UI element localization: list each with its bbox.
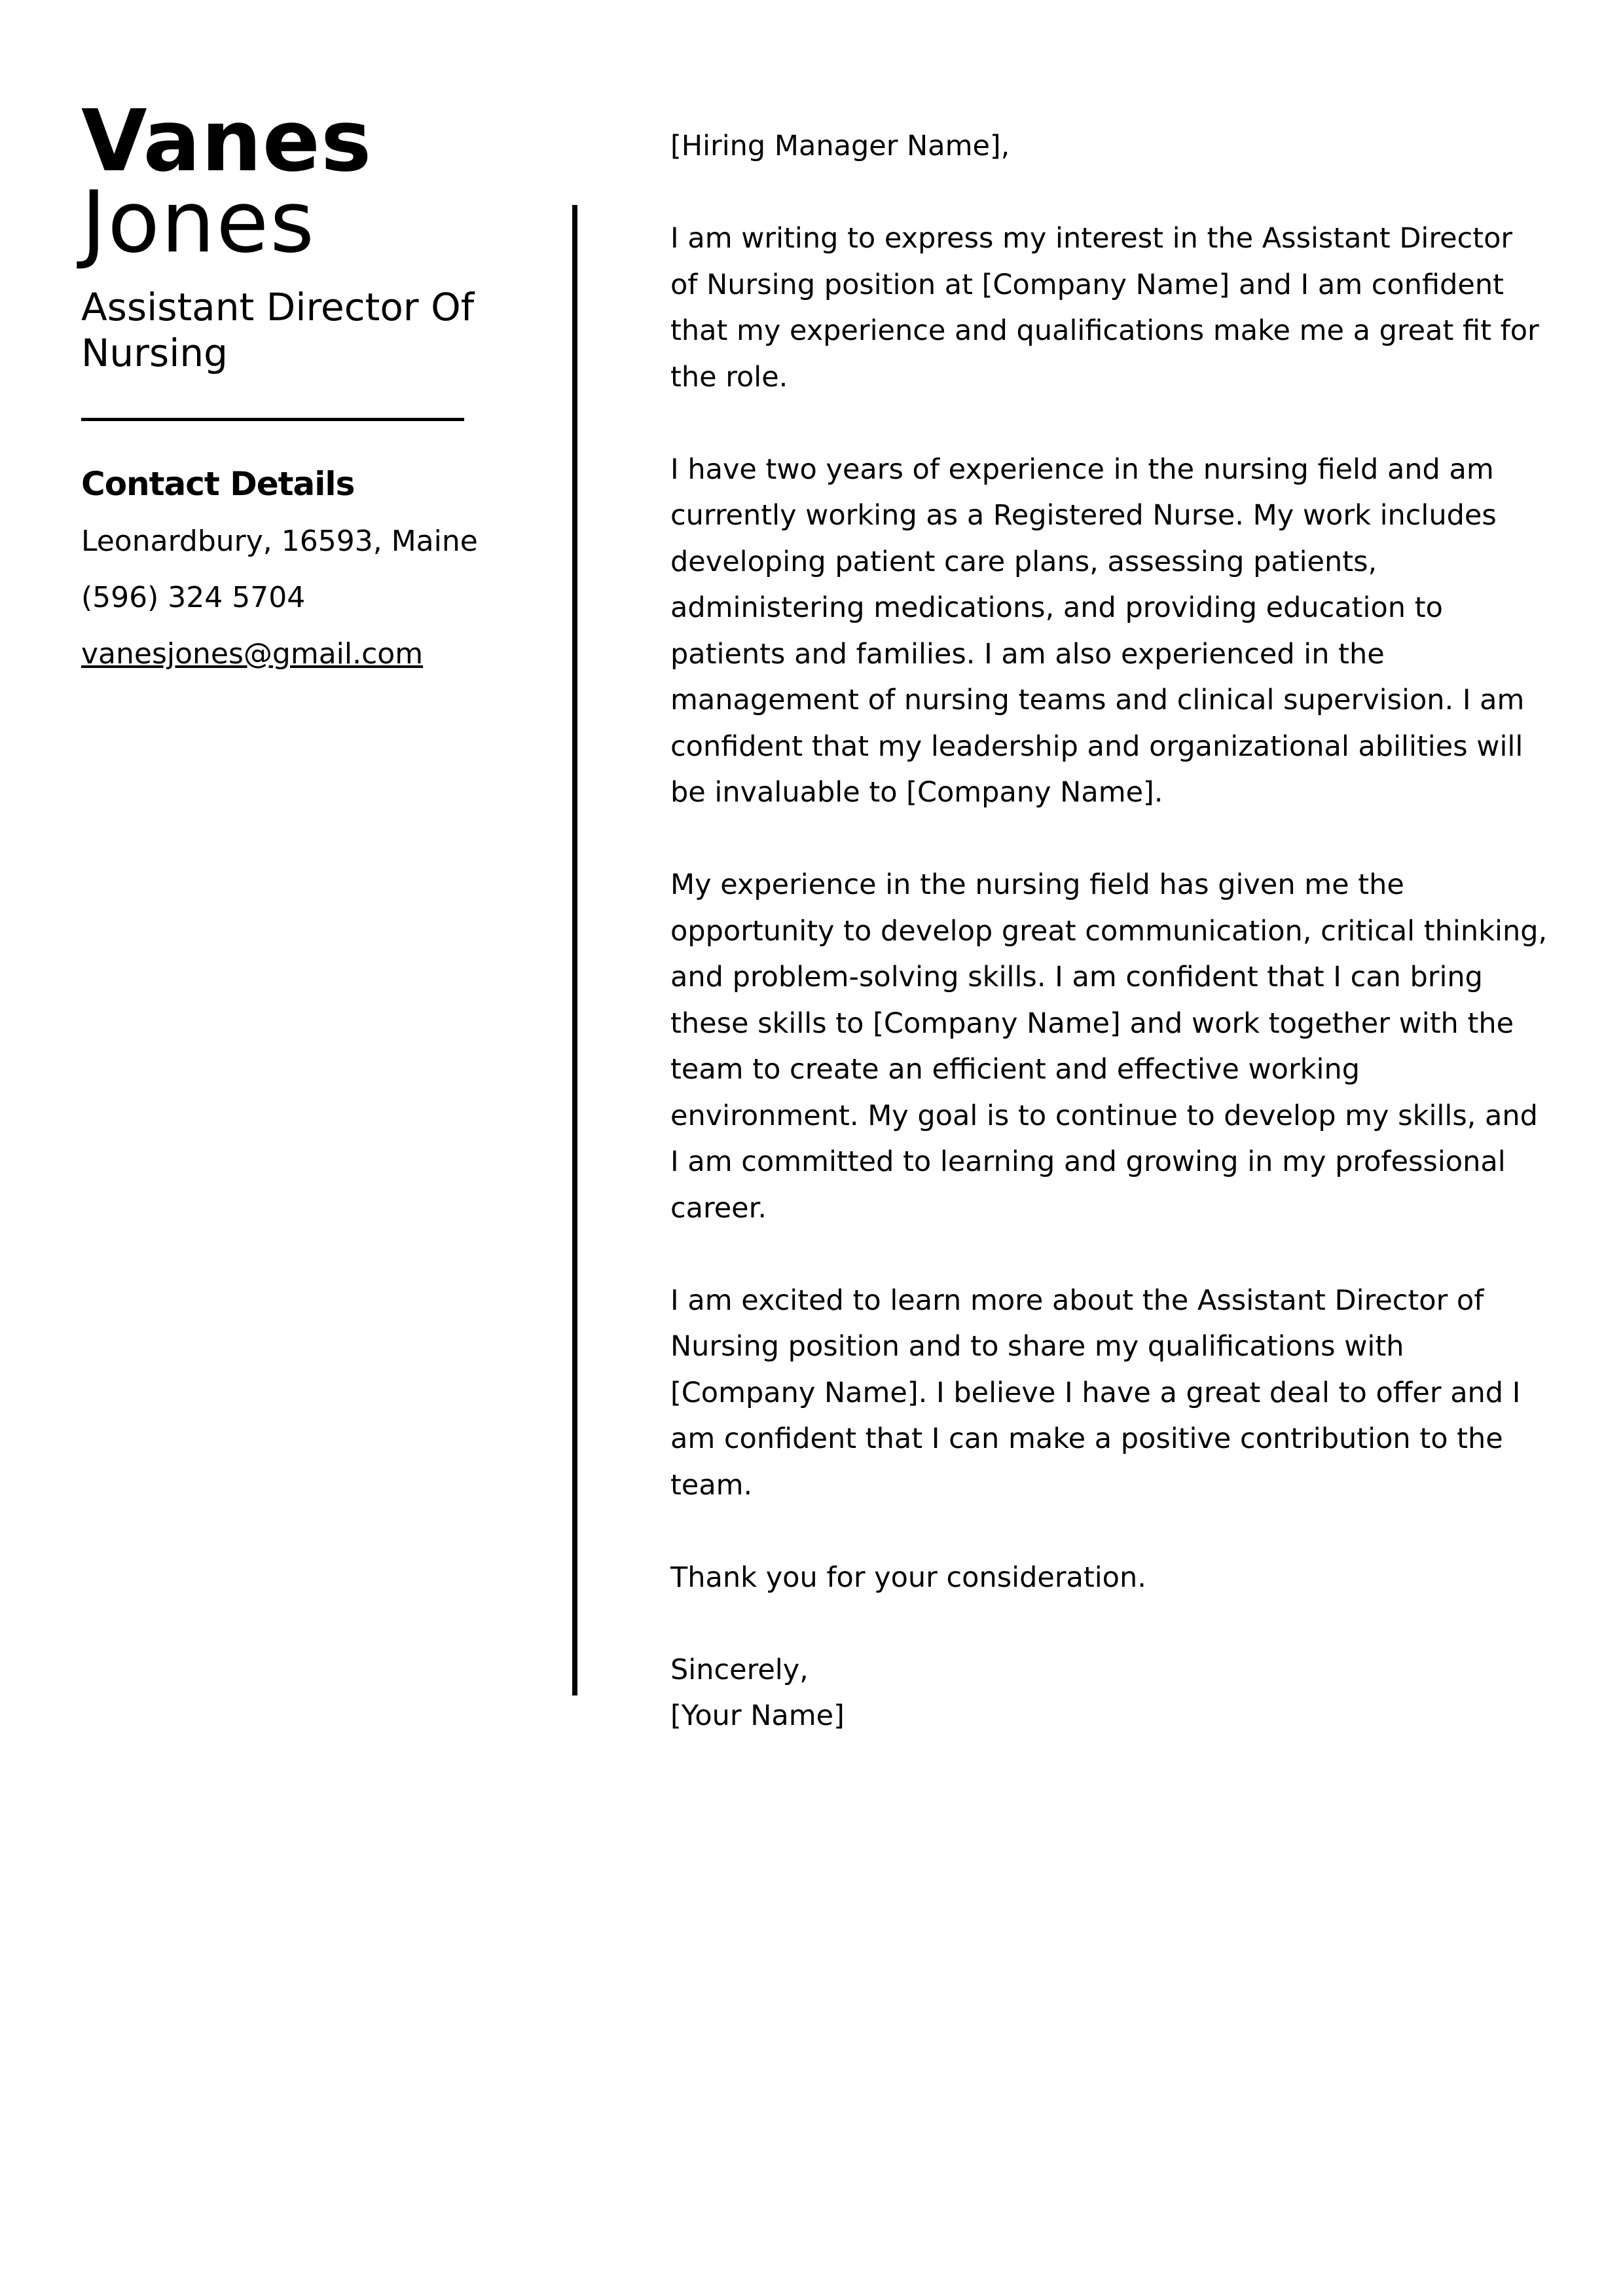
contact-address: Leonardbury, 16593, Maine — [81, 525, 478, 558]
contact-email-link[interactable]: vanesjones@gmail.com — [81, 637, 424, 671]
job-title: Assistant Director Of Nursing — [81, 285, 475, 375]
letter-paragraph: I have two years of experience in the nursing field and am currently working as a Registered Nurse. My work includes developing patient care plans, assessing patients, administering medications, and providing education to patients and families. I am also experienced in the management of nursing teams and clinical supervision. I am confident that my leadership and organizational abilities will be invaluable to [Company Name]. — [670, 453, 1525, 809]
first-name: Vanes — [81, 91, 373, 191]
last-name: Jones — [81, 172, 316, 272]
letter-paragraph: Thank you for your consideration. — [670, 1561, 1146, 1594]
sidebar — [81, 91, 478, 673]
contact-heading: Contact Details — [81, 465, 355, 503]
contact-phone: (596) 324 5704 — [81, 581, 306, 614]
letter-paragraph: I am writing to express my interest in the Assistant Director of Nursing position at [Company Name] and I am confident that my experience and qualifications make me a great fit for the role. — [670, 222, 1539, 394]
sign-off: Sincerely, — [670, 1653, 809, 1686]
letter-paragraph: My experience in the nursing field has given me the opportunity to develop great communication, critical thinking, and problem-solving skills. I am confident that I can bring these skills to [Company Name] and work together with the team to create an efficient and effective working environment. My goal is to continue to develop my skills, and I am committed to learning and growing in my professional career. — [670, 868, 1548, 1225]
salutation: [Hiring Manager Name], — [670, 130, 1010, 162]
letter-paragraph: I am excited to learn more about the Assistant Director of Nursing position and to share my qualifications with [Company Name]. I believe I have a great deal to offer and I am confident that I can make a positive contribution to the team. — [670, 1284, 1521, 1502]
signature: [Your Name] — [670, 1699, 845, 1732]
title-divider — [81, 418, 464, 421]
letter-body — [670, 123, 1548, 1739]
vertical-divider — [572, 205, 577, 1695]
